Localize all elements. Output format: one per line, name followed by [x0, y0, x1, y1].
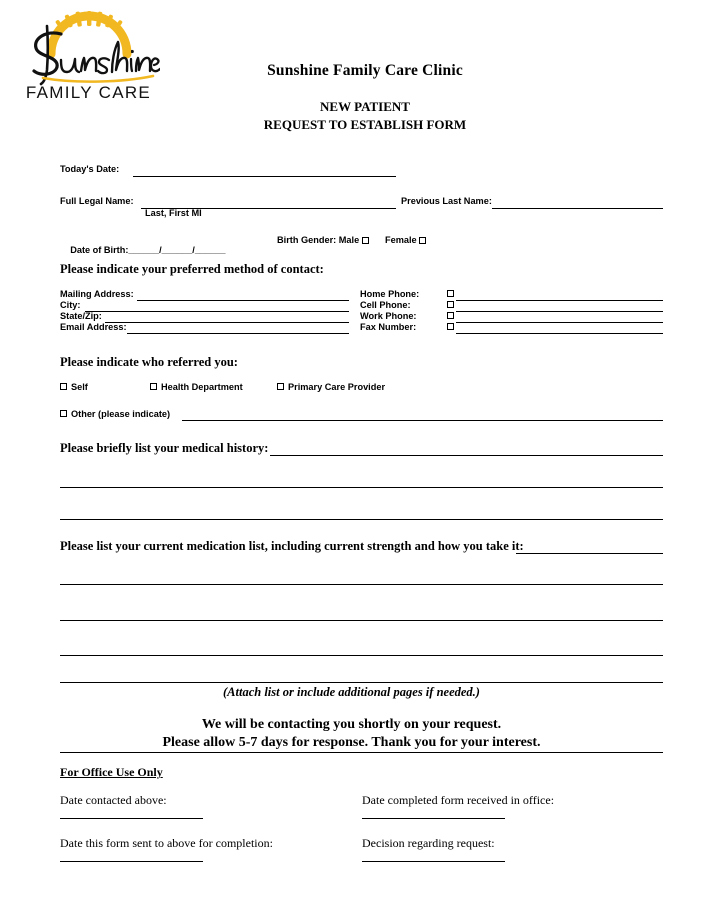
office-use-heading: For Office Use Only [60, 765, 163, 779]
city-label: City: [60, 300, 81, 310]
state-zip-input[interactable] [105, 322, 349, 323]
office-date-sent-input[interactable] [60, 861, 203, 862]
medical-history-input-line-3[interactable] [60, 519, 663, 520]
medications-input-line-1[interactable] [516, 553, 663, 554]
mailing-address-input[interactable] [137, 300, 349, 301]
medications-input-line-2[interactable] [60, 584, 663, 585]
office-date-received-label: Date completed form received in office: [362, 793, 555, 807]
closing-message [0, 716, 703, 752]
full-legal-name-label: Full Legal Name: [60, 196, 134, 206]
office-use-divider [60, 752, 663, 753]
office-decision-label: Decision regarding request: [362, 836, 495, 850]
office-date-received-input[interactable] [362, 818, 505, 819]
form-title-line-1: NEW PATIENT [320, 99, 410, 114]
date-of-birth-row [60, 235, 226, 265]
referral-health-department-checkbox[interactable] [150, 383, 157, 390]
closing-message-line-1: We will be contacting you shortly on your request. [201, 717, 502, 732]
previous-last-name-label: Previous Last Name: [401, 196, 492, 206]
home-phone-preferred-checkbox[interactable] [447, 290, 454, 297]
office-date-contacted-input[interactable] [60, 818, 203, 819]
contact-method-heading: Please indicate your preferred method of contact: [60, 262, 324, 276]
attach-list-note: (Attach list or include additional pages if needed.) [223, 685, 480, 699]
medical-history-input-line-2[interactable] [60, 487, 663, 488]
referral-self-label: Self [71, 382, 88, 392]
referral-other-checkbox[interactable] [60, 410, 67, 417]
referral-self-checkbox[interactable] [60, 383, 67, 390]
date-of-birth-label: Date of Birth: [70, 245, 129, 255]
cell-phone-preferred-checkbox[interactable] [447, 301, 454, 308]
home-phone-label: Home Phone: [360, 289, 420, 299]
referral-heading: Please indicate who referred you: [60, 355, 238, 369]
city-input[interactable] [85, 311, 349, 312]
medical-history-heading: Please briefly list your medical history: [60, 441, 269, 455]
cell-phone-label: Cell Phone: [360, 300, 411, 310]
form-title [150, 98, 580, 134]
state-zip-label: State/Zip: [60, 311, 102, 321]
name-format-hint: Last, First MI [145, 208, 202, 218]
work-phone-label: Work Phone: [360, 311, 417, 321]
referral-primary-care-provider-label: Primary Care Provider [288, 382, 386, 392]
birth-gender-male-group [277, 235, 369, 245]
form-title-line-2: REQUEST TO ESTABLISH FORM [263, 117, 467, 132]
medications-input-line-3[interactable] [60, 620, 663, 621]
todays-date-label: Today's Date: [60, 164, 120, 174]
date-of-birth-input[interactable]: ______/______/______ [128, 245, 226, 255]
fax-number-preferred-checkbox[interactable] [447, 323, 454, 330]
birth-gender-female-checkbox[interactable] [419, 237, 426, 244]
medical-history-input-line-1[interactable] [270, 455, 663, 456]
birth-gender-female-group [385, 235, 426, 245]
sunshine-family-care-logo-icon [17, 8, 160, 103]
referral-health-department-label: Health Department [161, 382, 243, 392]
clinic-title: Sunshine Family Care Clinic [267, 62, 463, 79]
birth-gender-male-checkbox[interactable] [362, 237, 369, 244]
office-decision-input[interactable] [362, 861, 505, 862]
closing-message-line-2: Please allow 5-7 days for response. Thank you for your interest. [162, 735, 541, 750]
referral-primary-care-provider-checkbox[interactable] [277, 383, 284, 390]
medications-input-line-5[interactable] [60, 682, 663, 683]
fax-number-input[interactable] [456, 333, 663, 334]
referral-other-label: Other (please indicate) [71, 409, 171, 419]
birth-gender-male-label: Birth Gender: Male [277, 235, 360, 245]
work-phone-preferred-checkbox[interactable] [447, 312, 454, 319]
referral-other-input[interactable] [182, 420, 663, 421]
previous-last-name-input[interactable] [492, 208, 663, 209]
email-address-input[interactable] [127, 333, 349, 334]
mailing-address-label: Mailing Address: [60, 289, 134, 299]
clinic-logo [17, 8, 160, 103]
office-date-sent-label: Date this form sent to above for completion: [60, 836, 273, 850]
svg-text:FAMILY CARE: FAMILY CARE [25, 83, 152, 102]
medications-heading: Please list your current medication list, including current strength and how you take it: [60, 539, 524, 553]
office-date-contacted-label: Date contacted above: [60, 793, 167, 807]
birth-gender-female-label: Female [385, 235, 417, 245]
cell-phone-input[interactable] [456, 311, 663, 312]
todays-date-input[interactable] [133, 176, 396, 177]
work-phone-input[interactable] [456, 322, 663, 323]
medications-input-line-4[interactable] [60, 655, 663, 656]
fax-number-label: Fax Number: [360, 322, 417, 332]
email-address-label: Email Address: [60, 322, 127, 332]
home-phone-input[interactable] [456, 300, 663, 301]
